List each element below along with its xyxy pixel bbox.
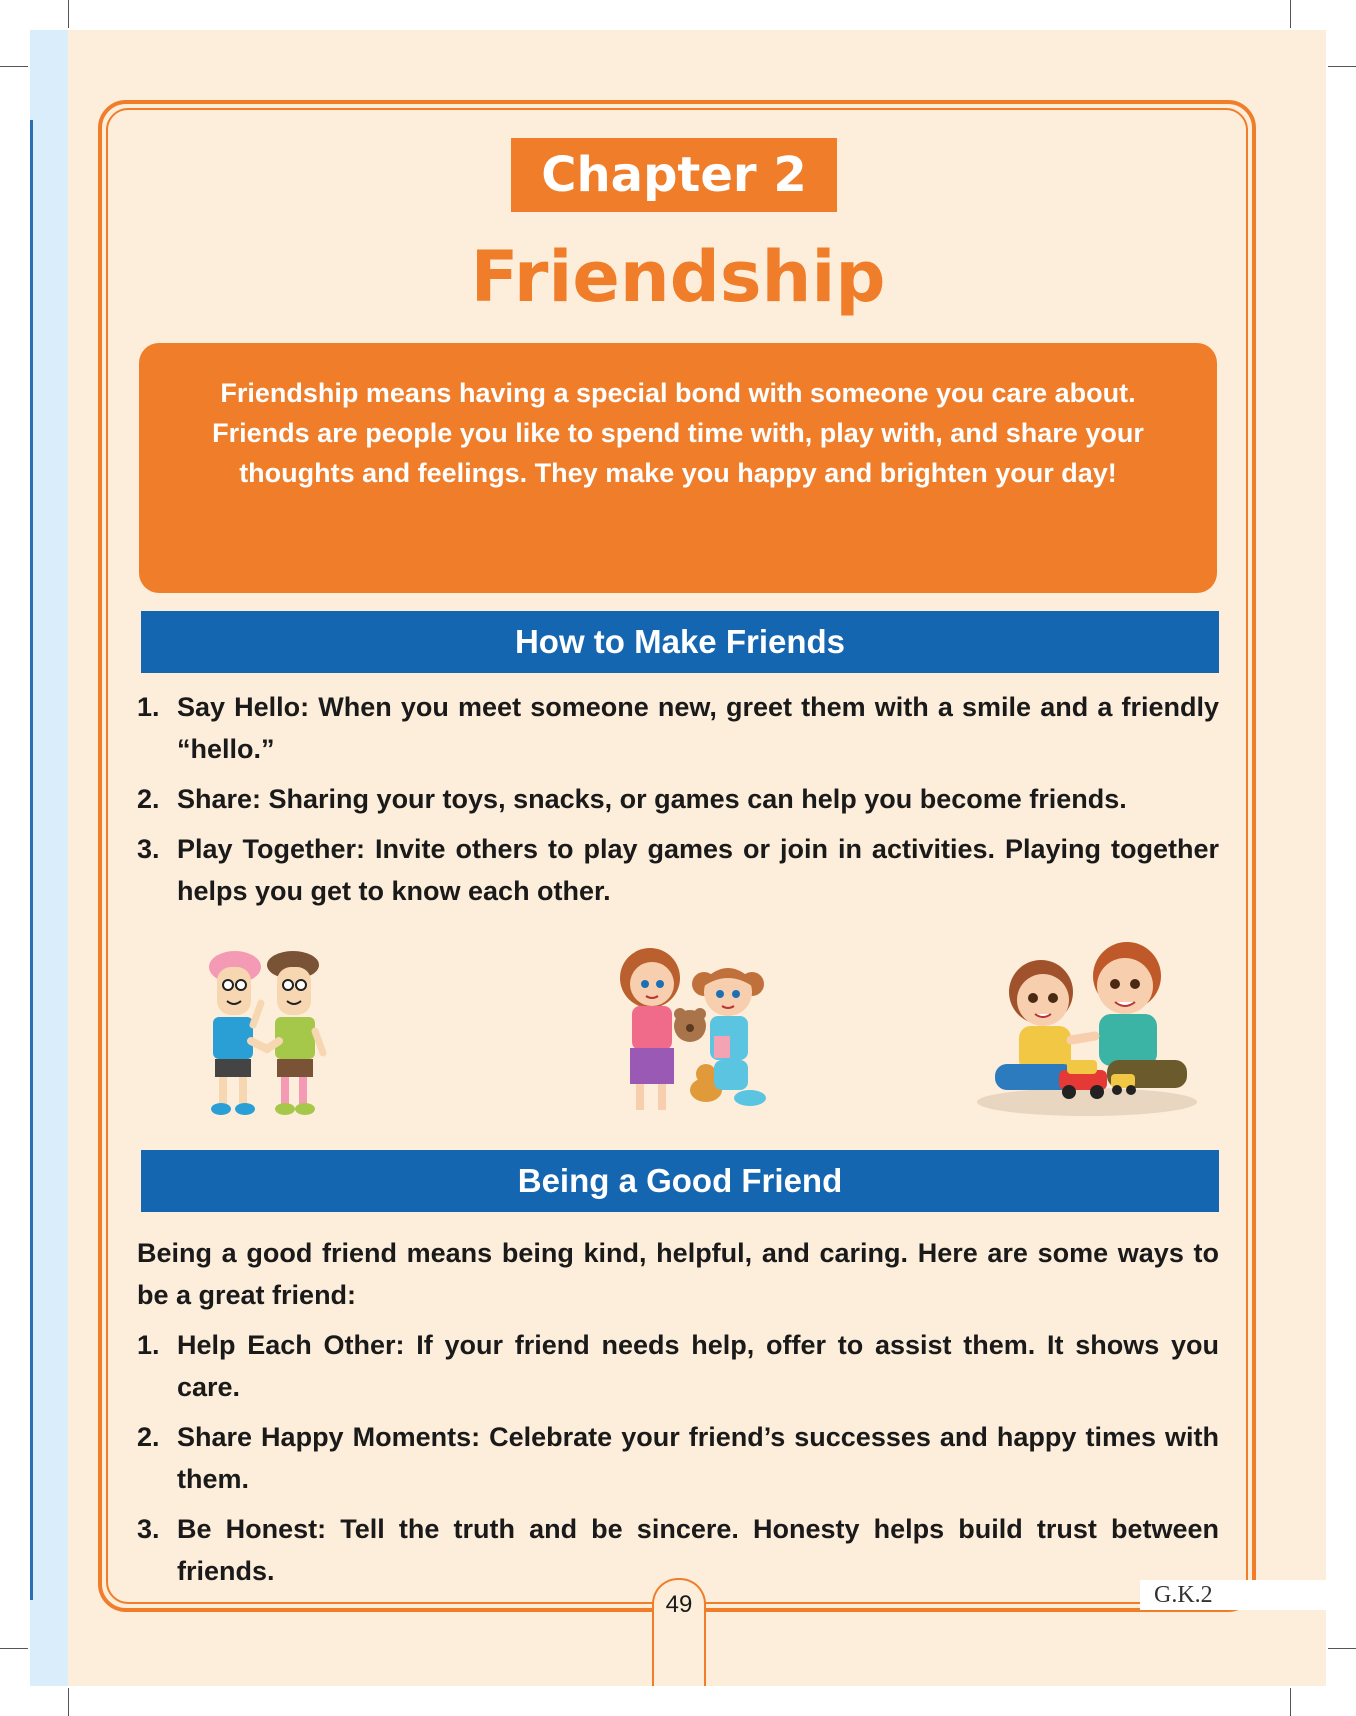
trim-mark [1328,66,1356,67]
list-number: 2. [137,784,160,814]
list-text: Share Happy Moments: Celebrate your friend’s successes and happy times with them. [177,1422,1219,1494]
intro-box [139,343,1217,593]
book-code: G.K.2 [1140,1580,1326,1610]
list-item [137,1324,1219,1408]
list-text: Play Together: Invite others to play games or join in activities. Playing together helps you get to know each other. [177,834,1219,906]
section-heading-make-friends: How to Make Friends [141,611,1219,673]
trim-mark [0,1648,28,1649]
good-friend-intro: Being a good friend means being kind, helpful, and caring. Here are some ways to be a great friend: [137,1238,1219,1310]
chapter-title: Friendship [470,236,886,318]
girls-sharing-toys-illustration [610,940,770,1120]
handshake-friends-illustration [195,945,345,1120]
trim-mark [1290,0,1291,28]
list-item [137,686,1219,770]
trim-mark [68,1688,69,1716]
trim-mark [1328,1648,1356,1649]
boys-playing-cars-illustration [975,940,1200,1120]
list-number: 3. [137,1514,160,1544]
chapter-label: Chapter 2 [511,138,837,212]
section-heading-good-friend: Being a Good Friend [141,1150,1219,1212]
list-number: 1. [137,692,160,722]
list-item [137,778,1219,820]
list-text: Help Each Other: If your friend needs help, offer to assist them. It shows you care. [177,1330,1219,1402]
binding-strip [30,30,68,1686]
trim-mark [1290,1688,1291,1716]
list-number: 2. [137,1422,160,1452]
list-text: Be Honest: Tell the truth and be sincere. Honesty helps build trust between friends. [177,1514,1219,1586]
trim-mark [68,0,69,28]
intro-text: Friendship means having a special bond with someone you care about. Friends are people you like to spend time with, play with, and share your thoughts and feelings. They make you happy and brighten your day! [212,378,1144,488]
good-friend-list [137,1324,1219,1600]
list-text: Share: Sharing your toys, snacks, or games can help you become friends. [177,784,1127,814]
list-item [137,1416,1219,1500]
binding-line [30,120,33,1600]
list-number: 1. [137,1330,160,1360]
list-text: Say Hello: When you meet someone new, greet them with a smile and a friendly “hello.” [177,692,1219,764]
trim-mark [0,66,28,67]
page-number: 49 [652,1578,706,1686]
list-number: 3. [137,834,160,864]
list-item [137,828,1219,912]
make-friends-list [137,686,1219,920]
